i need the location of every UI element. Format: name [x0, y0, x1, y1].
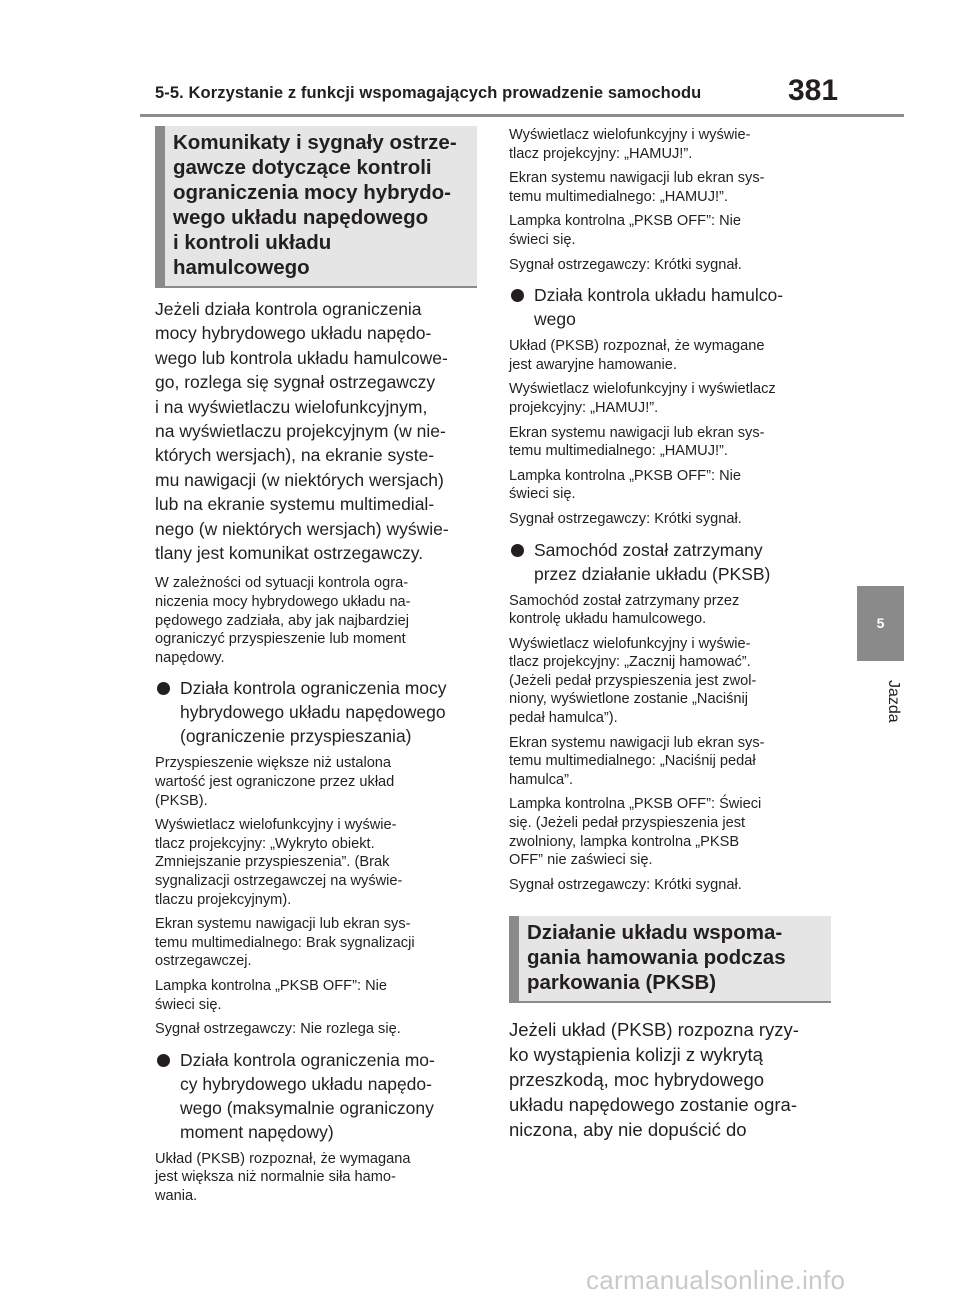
- paragraph: Układ (PKSB) rozpoznał, że wymagane jest awaryjne hamowanie.: [509, 338, 765, 373]
- left-column: [155, 126, 477, 1206]
- paragraph: Wyświetlacz wielofunkcyjny i wyświe- tlacz projekcyjny: „HAMUJ!”.: [509, 127, 751, 162]
- bullet-brake-control: Działa kontrola układu hamulco- wego: [509, 283, 831, 331]
- note-paragraph: W zależności od sytuacji kontrola ogra- niczenia mocy hybrydowego układu na- pędowego zadziała, aby jak najbardziej ograniczyć przyspieszenie lub moment napędowy.: [155, 575, 411, 666]
- section-title: 5-5. Korzystanie z funkcji wspomagających prowadzenie samochodu: [155, 84, 702, 102]
- section-heading-text: Działanie układu wspoma- gania hamowania podczas parkowania (PKSB): [527, 921, 786, 995]
- paragraph: Lampka kontrolna „PKSB OFF”: Świeci się. (Jeżeli pedał przyspieszenia jest zwolniony, lampka kontrolna „PKSB OFF” nie zaświeci się.: [509, 796, 762, 869]
- bullet-acceleration-limit: Działa kontrola ograniczenia mocy hybrydowego układu napędowego (ograniczenie przyspieszania): [155, 676, 477, 748]
- chapter-tab-label: Jazda: [885, 680, 902, 723]
- paragraph: Ekran systemu nawigacji lub ekran sys- temu multimedialnego: „Naciśnij pedał hamulca”.: [509, 734, 765, 788]
- bullet-max-torque-limit: Działa kontrola ograniczenia mo- cy hybrydowego układu napędo- wego (maksymalnie ograniczony moment napędowy): [155, 1048, 477, 1144]
- paragraph: Układ (PKSB) rozpoznał, że wymagana jest większa niż normalnie siła hamo- wania.: [155, 1150, 411, 1204]
- bullet-vehicle-stopped: Samochód został zatrzymany przez działanie układu (PKSB): [509, 538, 831, 586]
- header-divider: [140, 114, 904, 117]
- paragraph: Wyświetlacz wielofunkcyjny i wyświe- tlacz projekcyjny: „Zacznij hamować”. (Jeżeli pedał przyspieszenia jest zwol- niony, wyświetlone zostanie „Naciśnij pedał hamulca”).: [509, 635, 757, 727]
- right-column: [509, 126, 831, 1142]
- paragraph: Lampka kontrolna „PKSB OFF”: Nie świeci się.: [509, 213, 741, 248]
- paragraph: Lampka kontrolna „PKSB OFF”: Nie świeci się.: [509, 467, 741, 503]
- chapter-tab-number: 5: [857, 586, 904, 661]
- paragraph: Przyspieszenie większe niż ustalona wartość jest ograniczone przez układ (PKSB).: [155, 755, 395, 809]
- paragraph: Lampka kontrolna „PKSB OFF”: Nie świeci się.: [155, 977, 387, 1013]
- paragraph: Samochód został zatrzymany przez kontrolę układu hamulcowego.: [509, 592, 740, 628]
- section-heading-warnings: [155, 126, 477, 288]
- page-number: 381: [788, 74, 839, 107]
- paragraph: Sygnał ostrzegawczy: Krótki sygnał.: [509, 510, 742, 527]
- section-heading-pksb: [509, 916, 831, 1003]
- paragraph: Wyświetlacz wielofunkcyjny i wyświe- tlacz projekcyjny: „Wykryto obiekt. Zmniejszanie przyspieszenia”. (Brak sygnalizacji ostrzegawczej na wyświe- tlaczu projekcyjnym).: [155, 817, 403, 908]
- intro-paragraph: Jeżeli działa kontrola ograniczenia mocy hybrydowego układu napędo- wego lub kontrola układu hamulcowe- go, rozlega się sygnał ostrzegawczy i na wyświetlaczu wielofunkcyjnym, na wyświetlaczu projekcyjnym (w nie- których wersjach), na ekranie syste- mu nawigacji (w niektórych wersjach) lub na ekranie systemu multimedial- nego (w niektórych wersjach) wyświe- tlany jest komunikat ostrzegawczy.: [155, 299, 449, 564]
- paragraph: Sygnał ostrzegawczy: Krótki sygnał.: [509, 876, 742, 893]
- paragraph: Sygnał ostrzegawczy: Nie rozlega się.: [155, 1021, 401, 1038]
- watermark: carmanualsonline.info: [586, 1265, 846, 1295]
- section-heading-text: Komunikaty i sygnały ostrze- gawcze dotyczące kontroli ograniczenia mocy hybrydo- wego układu napędowego i kontroli układu hamulcowego: [173, 131, 457, 279]
- outro-paragraph: Jeżeli układ (PKSB) rozpozna ryzy- ko wystąpienia kolizji z wykrytą przeszkodą, moc hybrydowego układu napędowego zostanie ogra- niczona, aby nie dopuścić do: [509, 1019, 799, 1141]
- paragraph: Wyświetlacz wielofunkcyjny i wyświetlacz projekcyjny: „HAMUJ!”.: [509, 381, 776, 416]
- paragraph: Sygnał ostrzegawczy: Krótki sygnał.: [509, 256, 742, 273]
- paragraph: Ekran systemu nawigacji lub ekran sys- temu multimedialnego: Brak sygnalizacji ostrzegawczej.: [155, 916, 415, 970]
- paragraph: Ekran systemu nawigacji lub ekran sys- temu multimedialnego: „HAMUJ!”.: [509, 424, 765, 460]
- paragraph: Ekran systemu nawigacji lub ekran sys- temu multimedialnego: „HAMUJ!”.: [509, 170, 765, 205]
